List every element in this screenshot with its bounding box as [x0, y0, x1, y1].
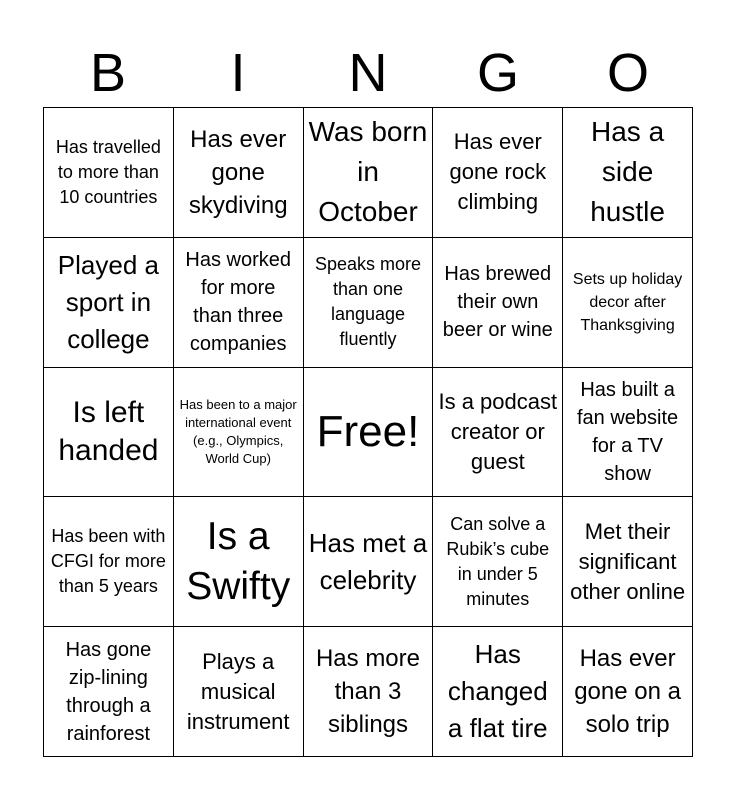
cell-text: Sets up holiday decor after Thanksgiving [572, 270, 683, 334]
cell-text: Has met a celebrity [308, 527, 428, 595]
header-letter-g: G [476, 43, 519, 103]
bingo-cell[interactable] [433, 497, 563, 627]
cell-text: Can solve a Rubik’s cube in under 5 minutes [446, 513, 550, 609]
bingo-cell[interactable] [563, 627, 693, 757]
bingo-cell[interactable] [433, 627, 563, 757]
bingo-cell[interactable] [174, 627, 304, 757]
cell-text: Has brewed their own beer or wine [442, 263, 553, 342]
header-letter-n: N [348, 43, 388, 103]
cell-text: Has a side hustle [590, 116, 665, 228]
cell-text: Has travelled to more than 10 countries [55, 136, 161, 207]
cell-text: Has been with CFGI for more than 5 years [50, 526, 166, 597]
cell-text: Has more than 3 siblings [315, 645, 420, 739]
free-space-cell[interactable] [304, 368, 434, 498]
cell-text: Has changed a flat tire [447, 639, 548, 744]
bingo-cell[interactable] [44, 108, 174, 238]
cell-text: Plays a musical instrument [186, 648, 290, 734]
bingo-cell[interactable] [44, 497, 174, 627]
cell-text: Speaks more than one language fluently [314, 254, 422, 350]
bingo-cell[interactable] [174, 238, 304, 368]
bingo-cell[interactable] [304, 238, 434, 368]
cell-text: Is left handed [58, 395, 159, 467]
bingo-cell[interactable] [174, 497, 304, 627]
cell-text: Has built a fan website for a TV show [577, 378, 679, 485]
bingo-header [43, 42, 693, 104]
bingo-cell[interactable] [44, 627, 174, 757]
bingo-cell[interactable] [433, 368, 563, 498]
bingo-cell[interactable] [433, 108, 563, 238]
cell-text: Met their significant other online [570, 518, 686, 604]
bingo-cell[interactable] [304, 108, 434, 238]
bingo-cell[interactable] [304, 627, 434, 757]
bingo-cell[interactable] [44, 238, 174, 368]
cell-text: Played a sport in college [57, 249, 159, 354]
cell-text: Has ever gone rock climbing [449, 129, 547, 215]
cell-text: Was born in October [308, 116, 428, 228]
bingo-cell[interactable] [563, 108, 693, 238]
cell-text: Free! [316, 406, 420, 456]
cell-text: Has been to a major international event (e.g., Olympics, World Cup) [179, 396, 297, 466]
cell-text: Has worked for more than three companies [185, 249, 291, 356]
cell-text: Has gone zip-lining through a rainforest [65, 638, 152, 745]
bingo-cell[interactable] [174, 108, 304, 238]
header-letter-b: B [89, 43, 127, 103]
header-letter-o: O [606, 43, 649, 103]
cell-text: Is a podcast creator or guest [438, 388, 558, 474]
bingo-cell[interactable] [433, 238, 563, 368]
bingo-cell[interactable] [174, 368, 304, 498]
bingo-board [43, 107, 693, 757]
bingo-cell[interactable] [563, 238, 693, 368]
bingo-cell[interactable] [304, 497, 434, 627]
bingo-cell[interactable] [563, 368, 693, 498]
bingo-cell[interactable] [44, 368, 174, 498]
cell-text: Is a Swifty [186, 514, 291, 608]
bingo-cell[interactable] [563, 497, 693, 627]
cell-text: Has ever gone on a solo trip [574, 645, 681, 739]
header-letter-i: I [230, 43, 246, 103]
cell-text: Has ever gone skydiving [188, 125, 288, 219]
